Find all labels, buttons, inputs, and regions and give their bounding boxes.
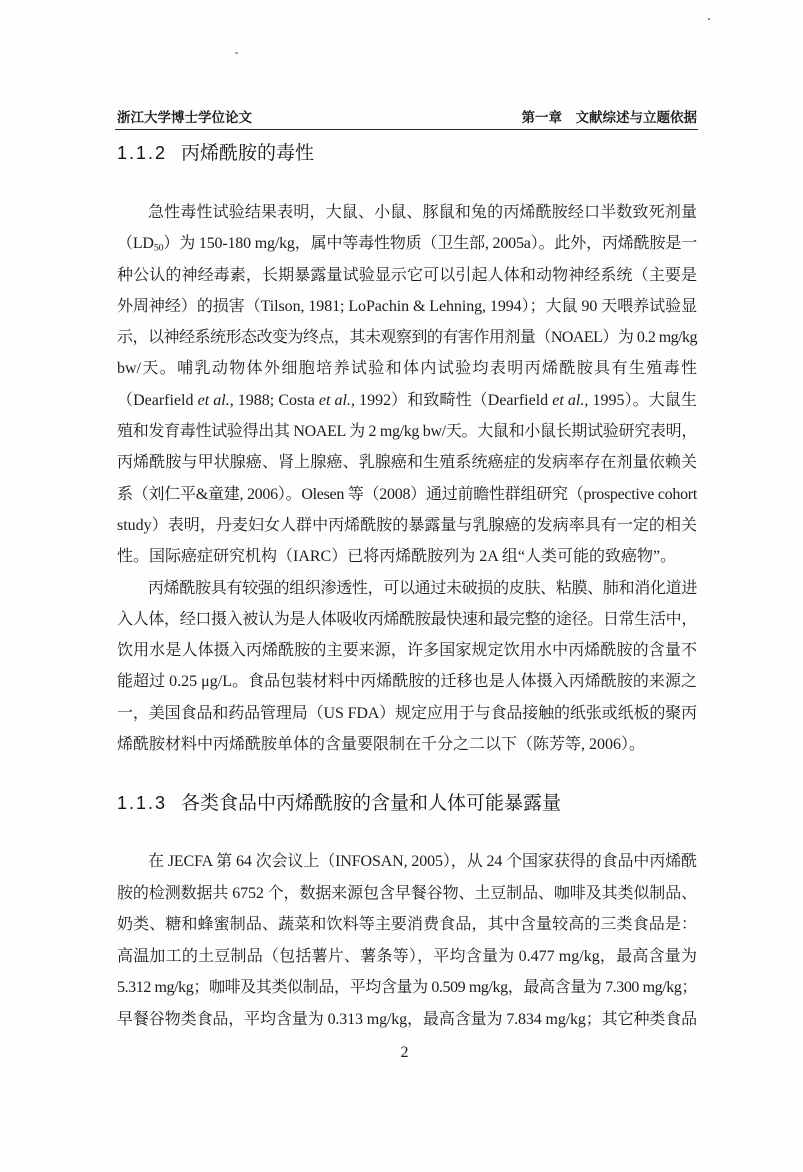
- body-line: [117, 228, 697, 259]
- body-line: 种公认的神经毒素，长期暴露量试验显示它可以引起人体和动物神经系统（主要是: [117, 266, 697, 284]
- page-number: 2: [400, 1044, 409, 1061]
- paragraph: [117, 197, 697, 573]
- body-line: 性。国际癌症研究机构（IARC）已将丙烯酰胺列为 2A 组“人类可能的致癌物”。: [117, 548, 677, 566]
- body-line: 早餐谷物类食品，平均含量为 0.313 mg/kg，最高含量为 7.834 mg/kg；其它种类食品: [117, 1010, 697, 1028]
- body-line: 奶类、糖和蜂蜜制品、蔬菜和饮料等主要消费食品，其中含量较高的三类食品是：: [117, 916, 697, 934]
- body-line: 在 JECFA 第 64 次会议上（INFOSAN, 2005），从 24 个国家获得的食品中丙烯酰: [148, 853, 697, 870]
- body-line: 5.312 mg/kg；咖啡及其类似制品，平均含量为 0.509 mg/kg，最高含量为 7.300 mg/kg；: [117, 979, 697, 997]
- section-title: 丙烯酰胺的毒性: [181, 143, 315, 164]
- text-run: （Dearfield: [117, 391, 198, 409]
- italic-run: et al.: [318, 391, 351, 409]
- text-run: , 1995）。大鼠生: [584, 391, 697, 409]
- body-line: 烯酰胺材料中丙烯酰胺单体的含量要限制在千分之二以下（陈芳等, 2006）。: [117, 736, 646, 754]
- body-line: 示，以神经系统形态改变为终点，其未观察到的有害作用剂量（NOAEL）为 0.2 mg/kg: [117, 329, 697, 347]
- subscript: 50: [153, 242, 164, 254]
- section-title: 各类食品中丙烯酰胺的含量和人体可能暴露量: [181, 793, 562, 814]
- italic-run: et al.: [552, 391, 585, 409]
- header-thesis-title: 浙江大学博士学位论文: [117, 110, 252, 125]
- section-body: [117, 846, 697, 1036]
- body-line: 系（刘仁平&童建, 2006）。Olesen 等（2008）通过前瞻性群组研究（prospective cohort: [117, 485, 697, 503]
- body-line: 丙烯酰胺具有较强的组织渗透性，可以通过未破损的皮肤、粘膜、肺和消化道进: [148, 579, 697, 597]
- header-rule: [115, 129, 698, 130]
- paragraph: [117, 573, 697, 761]
- body-line: 急性毒性试验结果表明，大鼠、小鼠、豚鼠和兔的丙烯酰胺经口半数致死剂量: [148, 204, 697, 221]
- running-header: [117, 109, 697, 127]
- body-line: 胺的检测数据共 6752 个，数据来源包含早餐谷物、土豆制品、咖啡及其类似制品、: [117, 884, 697, 902]
- section-heading: [117, 140, 314, 166]
- italic-run: et al.: [197, 391, 230, 409]
- scan-speck: [708, 18, 710, 20]
- body-line: 外周神经）的损害（Tilson, 1981; LoPachin & Lehning, 1994）；大鼠 90 天喂养试验显: [117, 297, 697, 315]
- body-line: 丙烯酰胺与甲状腺癌、肾上腺癌、乳腺癌和生殖系统癌症的发病率存在剂量依赖关: [117, 454, 697, 472]
- section-heading: [117, 790, 561, 816]
- body-line: bw/天。哺乳动物体外细胞培养试验和体内试验均表明丙烯酰胺具有生殖毒性: [117, 360, 697, 378]
- text-run: , 1988; Costa: [229, 391, 319, 409]
- text-run: , 1992）和致畸性（Dearfield: [350, 391, 553, 409]
- paragraph: [117, 846, 697, 1036]
- section-number: 1.1.2: [117, 143, 168, 163]
- header-chapter-title: 第一章 文献综述与立题依据: [521, 110, 697, 125]
- body-line: [117, 385, 697, 416]
- text-run: （LD: [117, 235, 154, 253]
- section-body: [117, 197, 697, 760]
- body-line: 饮用水是人体摄入丙烯酰胺的主要来源，许多国家规定饮用水中丙烯酰胺的含量不: [117, 642, 697, 660]
- text-run: ）为 150-180 mg/kg，属中等毒性物质（卫生部, 2005a）。此外，丙烯酰胺是一: [163, 235, 698, 253]
- body-line: 一，美国食品和药品管理局（US FDA）规定应用于与食品接触的纸张或纸板的聚丙: [117, 704, 697, 722]
- body-line: 入人体，经口摄入被认为是人体吸收丙烯酰胺最快速和最完整的途径。日常生活中，: [117, 610, 697, 628]
- section-number: 1.1.3: [117, 793, 168, 813]
- body-line: 能超过 0.25 μg/L。食品包装材料中丙烯酰胺的迁移也是人体摄入丙烯酰胺的来源之: [117, 673, 697, 691]
- body-line: 高温加工的土豆制品（包括薯片、薯条等），平均含量为 0.477 mg/kg，最高含量为: [117, 947, 697, 965]
- scan-speck: [235, 52, 238, 54]
- body-line: study）表明，丹麦妇女人群中丙烯酰胺的暴露量与乳腺癌的发病率具有一定的相关: [117, 516, 697, 534]
- body-line: 殖和发育毒性试验得出其 NOAEL 为 2 mg/kg bw/天。大鼠和小鼠长期试验研究表明，: [117, 423, 697, 441]
